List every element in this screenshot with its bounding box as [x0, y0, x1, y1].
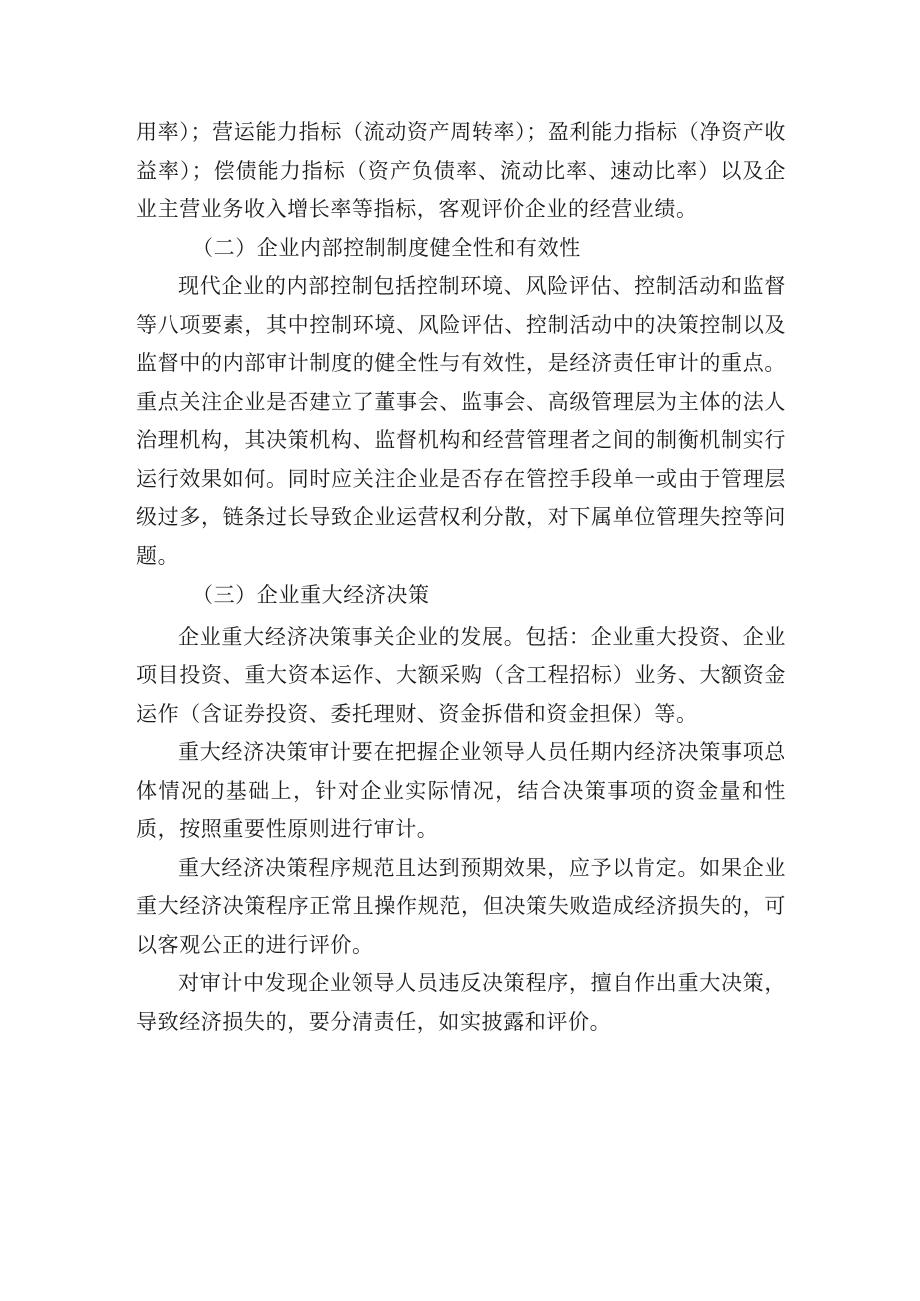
section-heading-internal-control: （二）企业内部控制制度健全性和有效性	[192, 235, 581, 260]
paragraph-major-decisions-scope: 企业重大经济决策事关企业的发展。包括：企业重大投资、企业项目投资、重大资本运作、大额采购（含工程招标）业务、大额资金运作（含证券投资、委托理财、资金拆借和资金担保）等。	[136, 624, 786, 726]
document-body	[136, 113, 786, 1041]
paragraph-decision-evaluation: 重大经济决策程序规范且达到预期效果，应予以肯定。如果企业重大经济决策程序正常且操作规范，但决策失败造成经济损失的，可以客观公正的进行评价。	[136, 855, 786, 957]
section-heading-major-decisions: （三）企业重大经济决策	[192, 583, 430, 607]
paragraph-decision-audit-approach: 重大经济决策审计要在把握企业领导人员任期内经济决策事项总体情况的基础上，针对企业实际情况，结合决策事项的资金量和性质，按照重要性原则进行审计。	[136, 740, 786, 841]
paragraph-internal-control: 现代企业的内部控制包括控制环境、风险评估、控制活动和监督等八项要素，其中控制环境、风险评估、控制活动中的决策控制以及监督中的内部审计制度的健全性与有效性，是经济责任审计的重点。重点关注企业是否建立了董事会、监事会、高级管理层为主体的法人治理机构，其决策机构、监督机构和经营管理者之间的制衡机制实行运行效果如何。同时应关注企业是否存在管控手段单一或由于管理层级过多，链条过长导致企业运营权利分散，对下属单位管理失控等问题。	[136, 274, 786, 568]
paragraph-financial-indicators: 用率）；营运能力指标（流动资产周转率）；盈利能力指标（净资产收益率）；偿债能力指标（资产负债率、流动比率、速动比率）以及企业主营业务收入增长率等指标，客观评价企业的经营业绩。	[136, 120, 786, 221]
paragraph-violation-responsibility: 对审计中发现企业领导人员违反决策程序，擅自作出重大决策，导致经济损失的，要分清责任，如实披露和评价。	[136, 971, 786, 1034]
